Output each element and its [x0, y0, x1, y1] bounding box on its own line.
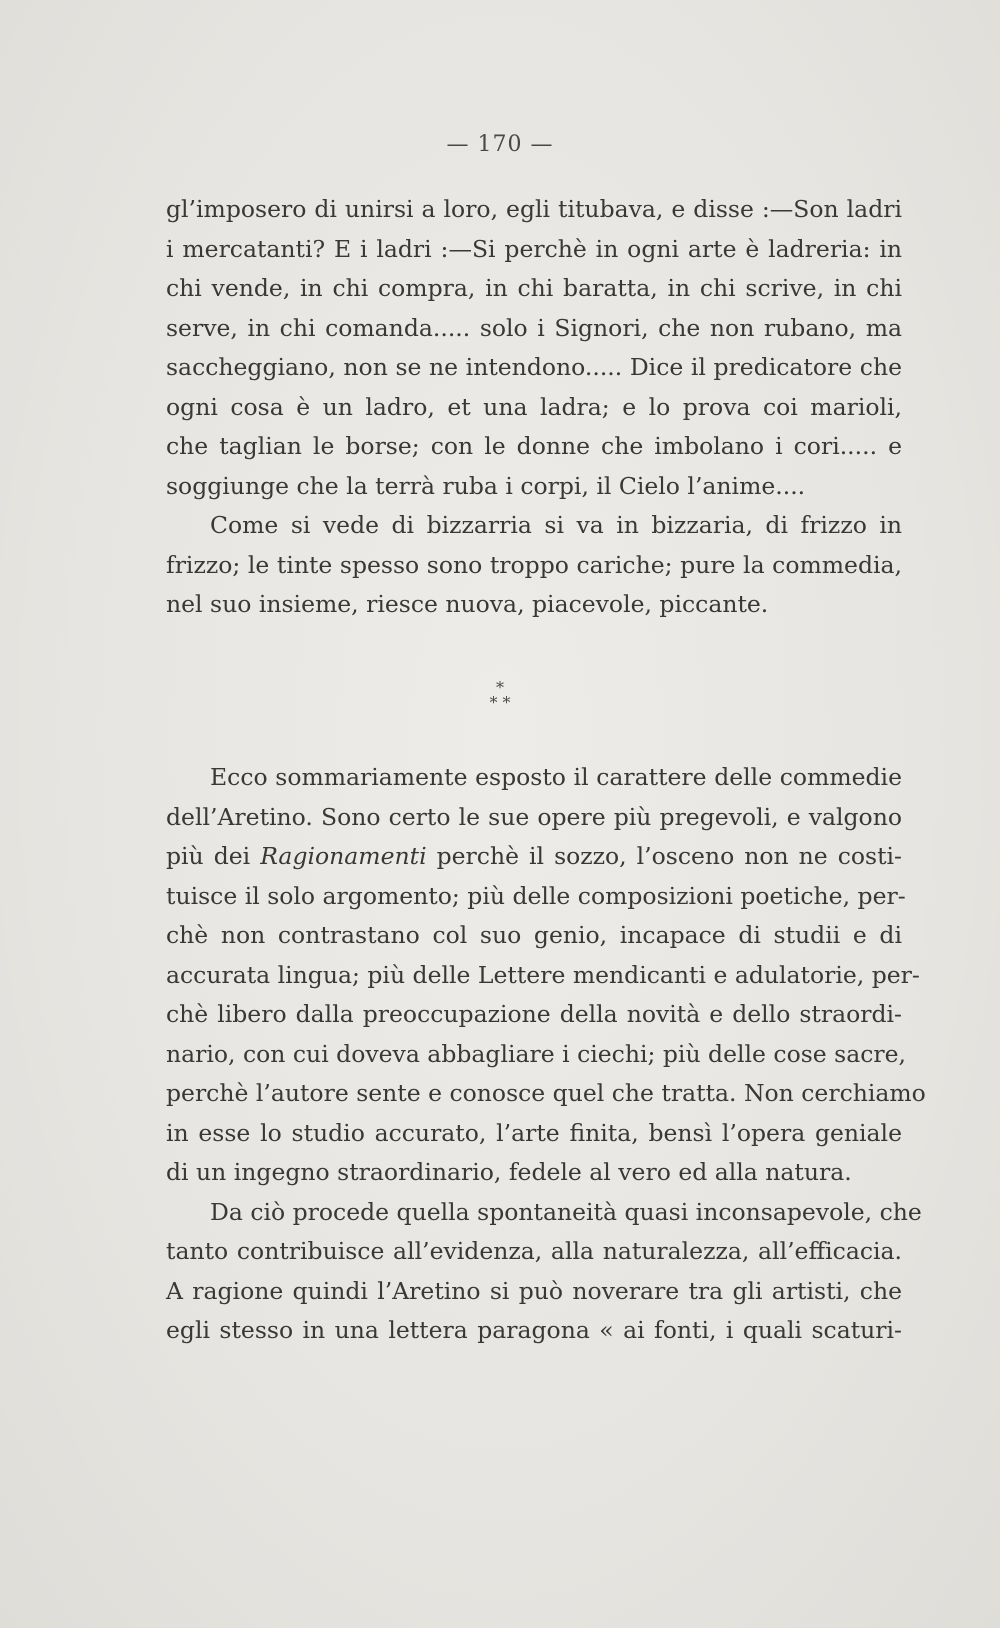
text-line: A ragione quindi l’Aretino si può noverare tra gli artisti, che [166, 1276, 902, 1305]
text-line: Come si vede di bizzarria si va in bizzaria, di frizzo in [210, 511, 902, 539]
text-line: ogni cosa è un ladro, et una ladra; e lo prova coi marioli, [166, 392, 902, 421]
text-line: gl’imposero di unirsi a loro, egli titubava, e disse :—Son ladri [166, 195, 902, 223]
text-fragment: perchè il sozzo, l’osceno non ne costi- [426, 842, 902, 870]
text-line: nario, con cui doveva abbagliare i ciechi; più delle cose sacre, [166, 1039, 906, 1068]
separator-bottom-stars: * * [489, 693, 511, 712]
text-line: egli stesso in una lettera paragona « ai fonti, i quali scaturi- [166, 1316, 902, 1344]
paragraph-block-2 [166, 758, 926, 1351]
text-line: accurata lingua; più delle Lettere mendicanti e adulatorie, per- [166, 960, 920, 989]
text-fragment: più dei [166, 842, 261, 870]
text-line: tuisce il solo argomento; più delle composizioni poetiche, per- [166, 881, 906, 910]
text-line: chi vende, in chi compra, in chi baratta, in chi scrive, in chi [166, 274, 902, 302]
text-line [166, 837, 902, 877]
page-number: — 170 — [446, 132, 554, 157]
text-line: che taglian le borse; con le donne che imbolano i cori..... e [166, 432, 902, 460]
text-line: Ecco sommariamente esposto il carattere delle commedie [210, 763, 902, 791]
text-line: nel suo insieme, riesce nuova, piacevole, piccante. [166, 590, 769, 618]
text-line: di un ingegno straordinario, fedele al vero ed alla natura. [166, 1158, 852, 1186]
text-line: frizzo; le tinte spesso sono troppo cariche; pure la commedia, [166, 550, 902, 579]
text-line: soggiunge che la terrà ruba i corpi, il Cielo l’anime.... [166, 471, 806, 500]
text-line: chè non contrastano col suo genio, incapace di studii e di [166, 921, 902, 949]
text-line: i mercatanti? E i ladri :—Si perchè in ogni arte è ladreria: in [166, 234, 902, 263]
text-line: Da ciò procede quella spontaneità quasi inconsapevole, che [210, 1197, 922, 1226]
text-line: chè libero dalla preoccupazione della novità e dello straordi- [166, 1000, 902, 1028]
text-line: tanto contribuisce all’evidenza, alla naturalezza, all’efficacia. [166, 1237, 902, 1265]
book-title-italic: Ragionamenti [260, 842, 427, 870]
separator-top-star: * [496, 678, 504, 697]
section-separator [0, 680, 1000, 710]
text-line: dell’Aretino. Sono certo le sue opere più pregevoli, e valgono [166, 802, 902, 831]
paragraph-block-1 [166, 190, 902, 625]
text-line: in esse lo studio accurato, l’arte finita, bensì l’opera geniale [166, 1118, 902, 1147]
text-line: serve, in chi comanda..... solo i Signori, che non rubano, ma [166, 313, 902, 342]
text-line: perchè l’autore sente e conosce quel che tratta. Non cerchiamo [166, 1079, 926, 1107]
text-line: saccheggiano, non se ne intendono..... Dice il predicatore che [166, 353, 902, 381]
